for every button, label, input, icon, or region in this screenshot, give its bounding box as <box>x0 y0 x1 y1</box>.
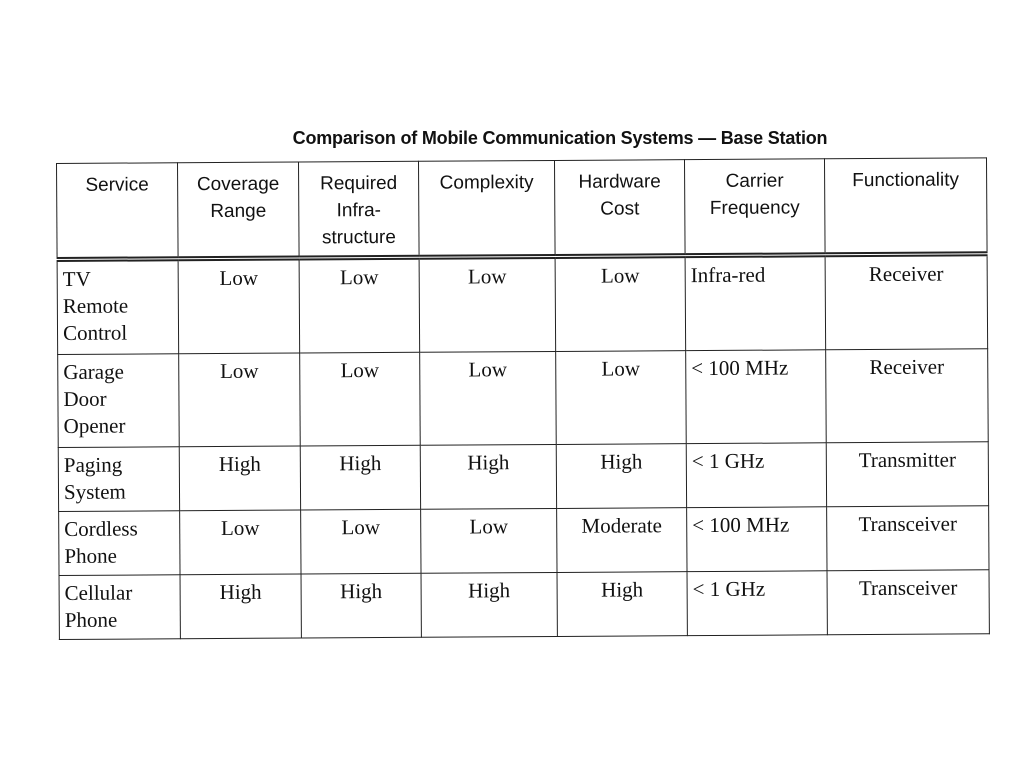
table-row <box>59 506 989 576</box>
cell-carrier-frequency: Infra-red <box>685 255 826 351</box>
cell-functionality: Transceiver <box>827 570 989 635</box>
cell-carrier-frequency: < 1 GHz <box>686 443 826 508</box>
cell-coverage-range: Low <box>179 353 301 447</box>
cell-required-infrastructure: Low <box>299 257 420 353</box>
cell-carrier-frequency: < 1 GHz <box>687 571 827 636</box>
cell-complexity: High <box>420 444 556 509</box>
table-title: Comparison of Mobile Communication Systems — Base Station <box>292 128 828 148</box>
comparison-table <box>56 157 990 640</box>
header-coverage-range: Coverage Range <box>178 162 300 259</box>
cell-functionality: Receiver <box>826 349 989 443</box>
cell-service: TV Remote Control <box>57 259 179 355</box>
cell-hardware-cost: Moderate <box>557 508 687 573</box>
cell-coverage-range: High <box>179 446 300 511</box>
cell-service: Paging System <box>58 447 179 512</box>
header-complexity: Complexity <box>418 160 555 257</box>
cell-hardware-cost: Low <box>556 351 687 445</box>
table-row <box>58 442 988 512</box>
header-carrier-frequency: Carrier Frequency <box>684 159 825 256</box>
cell-functionality: Transmitter <box>826 442 988 507</box>
cell-functionality: Receiver <box>825 254 988 350</box>
cell-coverage-range: High <box>180 574 301 639</box>
cell-hardware-cost: High <box>557 572 687 637</box>
cell-service: Cellular Phone <box>59 575 180 640</box>
cell-functionality: Transceiver <box>827 506 989 571</box>
table-row <box>58 349 989 448</box>
table-row <box>57 254 988 355</box>
cell-required-infrastructure: Low <box>301 509 421 574</box>
header-functionality: Functionality <box>824 158 987 255</box>
cell-carrier-frequency: < 100 MHz <box>687 507 827 572</box>
header-row <box>57 158 988 260</box>
cell-complexity: Low <box>420 351 557 445</box>
cell-carrier-frequency: < 100 MHz <box>686 350 827 444</box>
cell-service: Garage Door Opener <box>58 354 180 448</box>
cell-hardware-cost: High <box>556 444 686 509</box>
cell-required-infrastructure: Low <box>300 352 421 446</box>
cell-coverage-range: Low <box>178 258 300 354</box>
cell-complexity: Low <box>421 508 557 573</box>
cell-coverage-range: Low <box>180 510 301 575</box>
table-row <box>59 570 989 640</box>
cell-required-infrastructure: High <box>300 445 420 510</box>
header-service: Service <box>57 163 179 260</box>
cell-service: Cordless Phone <box>59 511 180 576</box>
cell-required-infrastructure: High <box>301 573 421 638</box>
cell-hardware-cost: Low <box>555 256 686 352</box>
header-required-infrastructure: Required Infra- structure <box>298 161 419 258</box>
cell-complexity: High <box>421 572 557 637</box>
cell-complexity: Low <box>419 256 556 352</box>
header-hardware-cost: Hardware Cost <box>554 160 685 257</box>
